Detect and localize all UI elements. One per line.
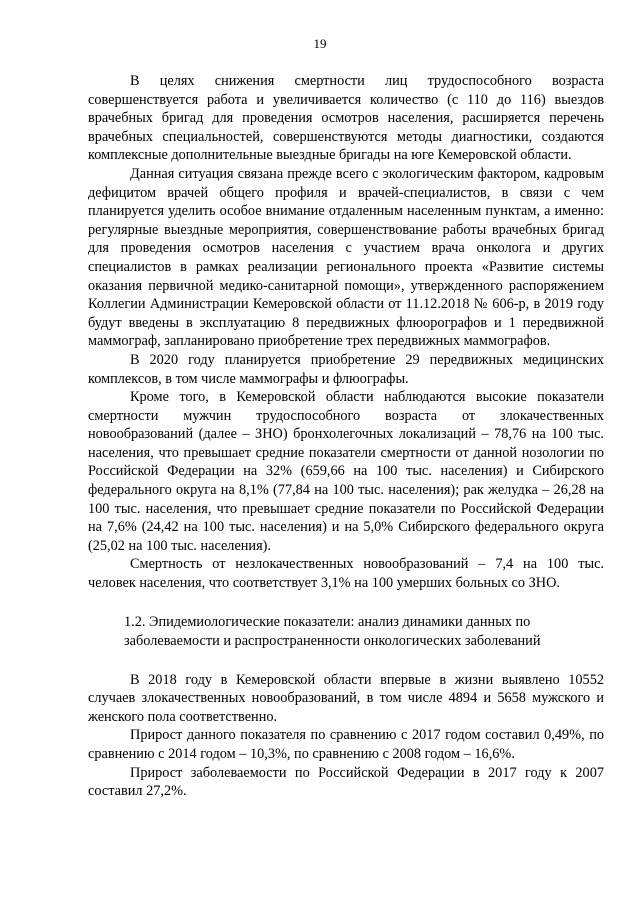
section-heading-line1: 1.2. Эпидемиологические показатели: анализ динамики данных по — [124, 613, 531, 630]
paragraph-rf-growth: Прирост заболеваемости по Российской Федерации в 2017 году к 2007 составил 27,2%. — [88, 764, 604, 800]
section-heading-line2: заболеваемости и распространенности онкологических заболеваний — [124, 632, 541, 649]
paragraph-growth-comparison: Прирост данного показателя по сравнению с 2017 годом составил 0,49%, по сравнению с 2014 годом – 10,3%, по сравнению с 2008 годом – 16,6%. — [88, 727, 604, 762]
page-number: 19 — [313, 36, 327, 51]
paragraph-mortality-indicators: Кроме того, в Кемеровской области наблюдаются высокие показатели смертности мужчин трудоспособного возраста от злокачественных новообразований (далее – ЗНО) бронхолегочных локализаций – 78,76 на 100 тыс. населения, что превышает средние показатели смертности от данной нозологии по Российской Федерации на 32% (659,66 на 100 тыс. населения) и Сибирского федерального округа на 8,1% (77,84 на 100 тыс. населения); рак желудка – 26,28 на 100 тыс. населения, что превышает средние показатели по Российской Федерации на 7,6% (24,42 на 100 тыс. населения) и на 5,0% Сибирского федерального округа (25,02 на 100 тыс. населения). — [88, 389, 604, 554]
section-heading — [88, 613, 604, 651]
document-body — [88, 72, 604, 801]
paragraph-ecological-factor: Данная ситуация связана прежде всего с экологическим фактором, кадровым дефицитом врачей общего профиля и врачей-специалистов, в связи с чем планируется уделить особое внимание отдаленным населенным пунктам, а именно: регулярные выездные мероприятия, совершенствование работы врачебных бригад для проведения осмотров населения с участием врача онколога и других специалистов в рамках реализации регионального проекта «Развитие системы оказания первичной медико-санитарной помощи», утвержденного распоряжением Коллегии Администрации Кемеровской области от 11.12.2018 № 606-р, в 2019 году будут введены в эксплуатацию 8 передвижных флюорографов и 1 передвижной маммограф, запланировано приобретение трех передвижных маммографов. — [88, 165, 604, 350]
paragraph-mortality-reduction: В целях снижения смертности лиц трудоспособного возраста совершенствуется работа и увеличивается количество (с 110 до 116) выездов врачебных бригад для проведения осмотров населения, расширяется перечень врачебных специальностей, совершенствуются методы диагностики, создаются комплексные дополнительные выездные бригады на юге Кемеровской области. — [88, 73, 604, 164]
paragraph-2020-plan: В 2020 году планируется приобретение 29 передвижных медицинских комплексов, в том числе маммографы и флюографы. — [88, 351, 604, 387]
paragraph-2018-incidence: В 2018 году в Кемеровской области впервые в жизни выявлено 10552 случаев злокачественных новообразований, в том числе 4894 и 5658 мужского и женского пола соответственно. — [88, 671, 604, 725]
paragraph-benign-neoplasms: Смертность от незлокачественных новообразований – 7,4 на 100 тыс. человек населения, что соответствует 3,1% на 100 умерших больных со ЗНО. — [88, 556, 604, 592]
